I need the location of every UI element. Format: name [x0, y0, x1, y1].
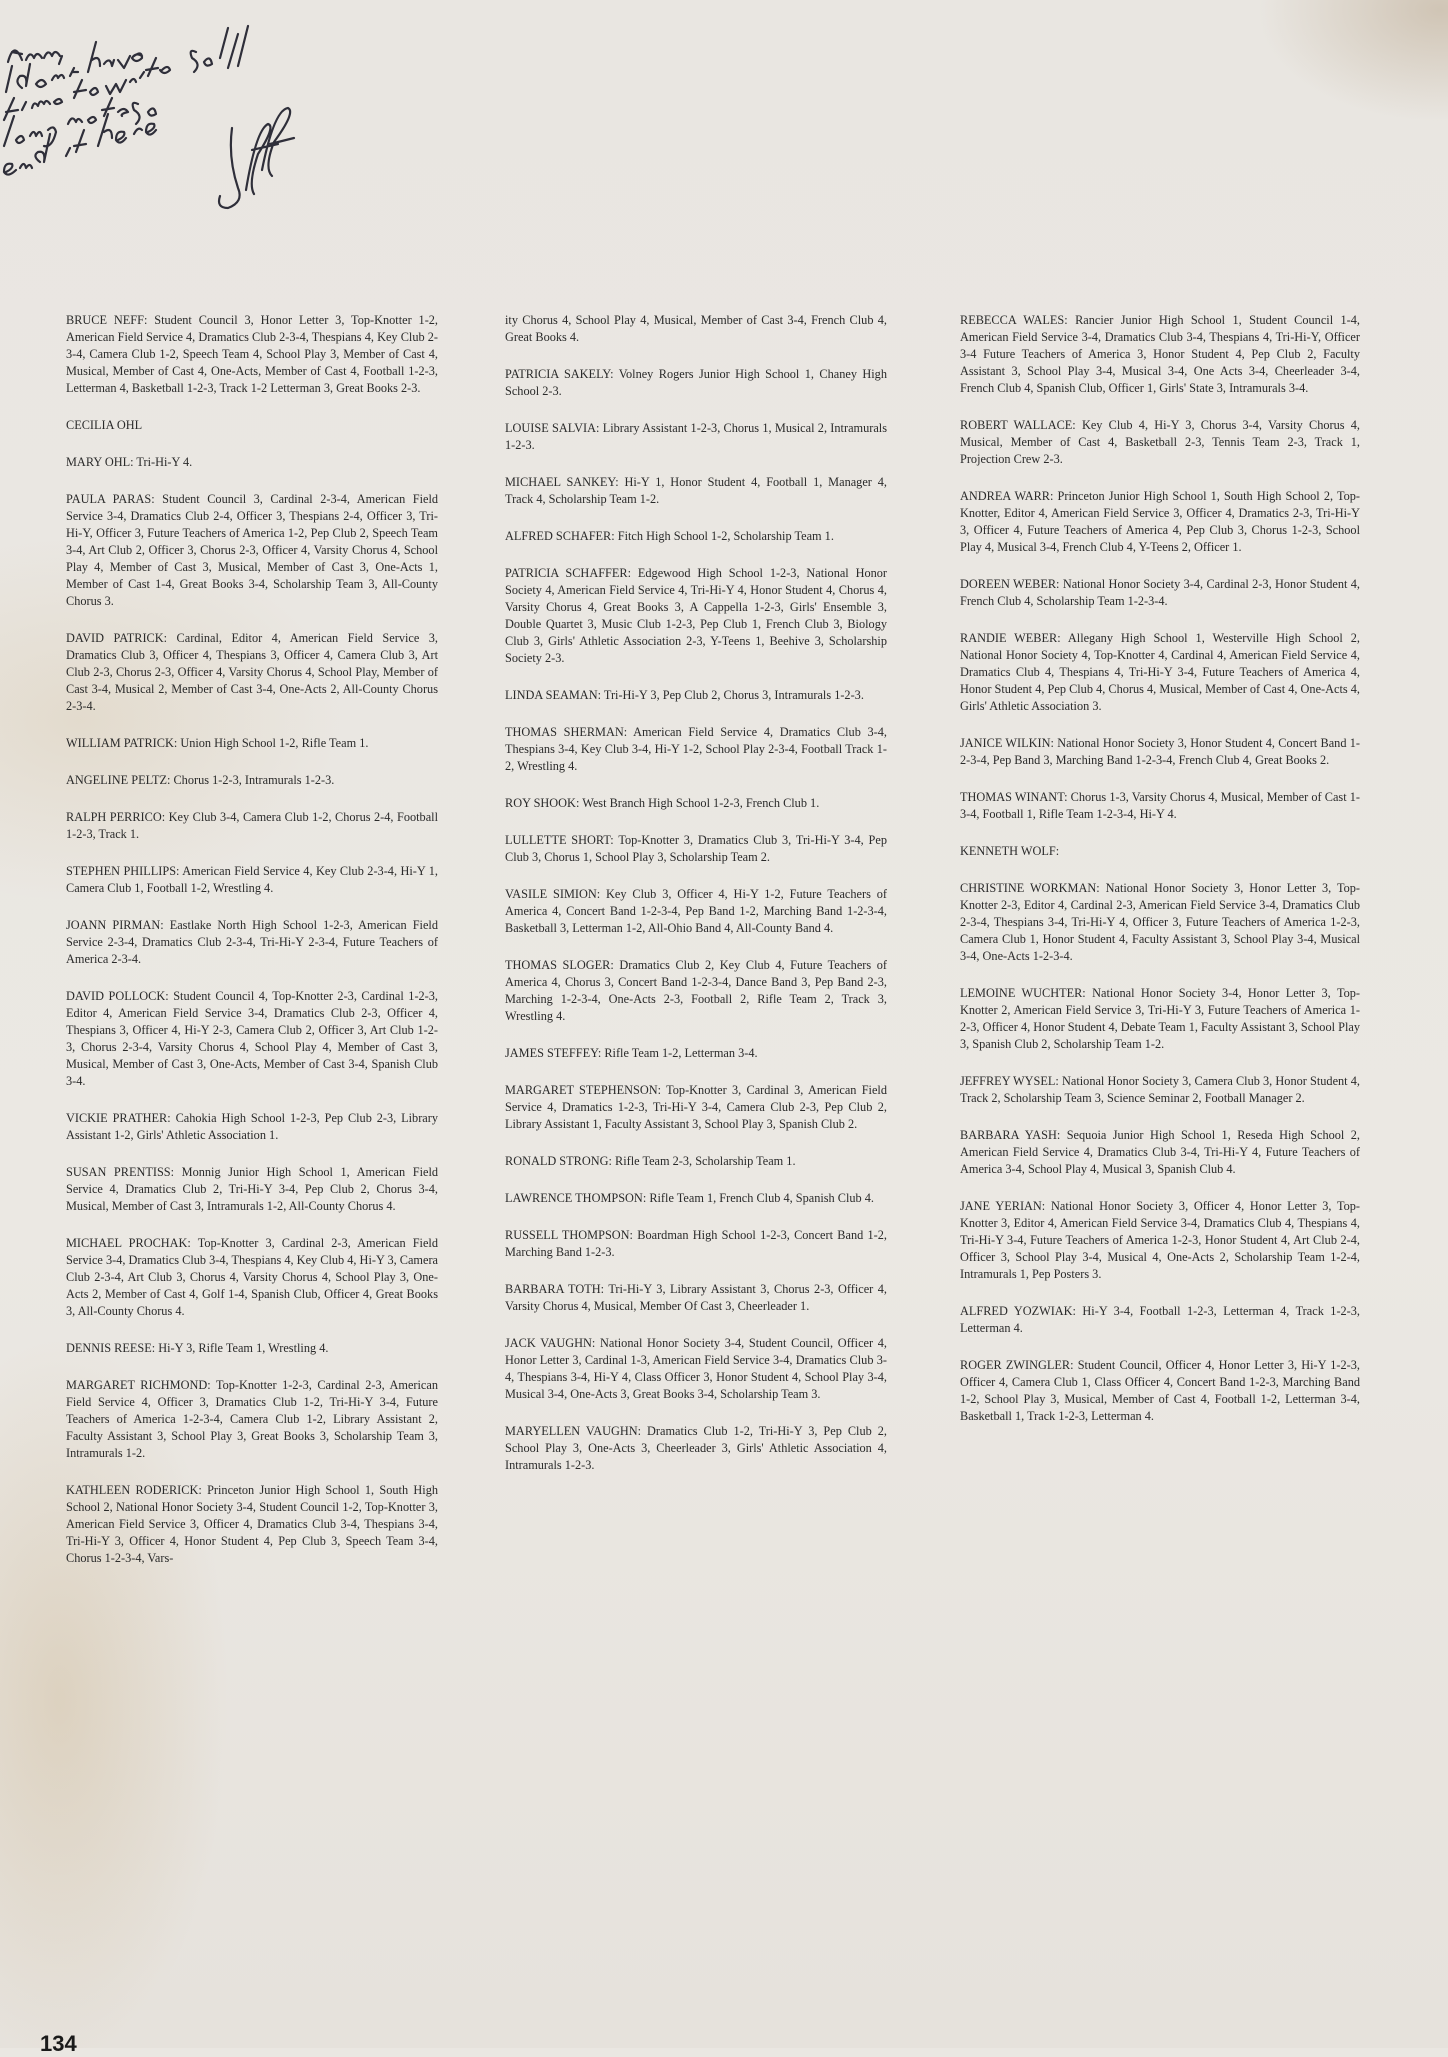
student-name: PAULA PARAS:	[66, 492, 155, 506]
entry-lawrence-thompson	[505, 1190, 887, 1207]
student-name: RUSSELL THOMPSON:	[505, 1228, 633, 1242]
entry-michael-sankey	[505, 474, 887, 508]
student-name: KENNETH WOLF:	[960, 844, 1060, 858]
student-activities: Rifle Team 1-2, Letterman 3-4.	[604, 1046, 758, 1060]
student-activities: Tri-Hi-Y 4.	[136, 455, 193, 469]
student-name: BARBARA YASH:	[960, 1128, 1061, 1142]
entry-christine-workman	[960, 880, 1360, 965]
student-name: MARGARET RICHMOND:	[66, 1378, 211, 1392]
entry-maryellen-vaughn	[505, 1423, 887, 1474]
entry-kathleen-roderick	[66, 1482, 438, 1567]
student-name: ALFRED SCHAFER:	[505, 529, 615, 543]
student-name: MARY OHL:	[66, 455, 134, 469]
entry-james-steffey	[505, 1045, 887, 1062]
entry-bruce-neff	[66, 312, 438, 397]
entry-paula-paras	[66, 491, 438, 610]
student-activities: Top-Knotter 3, Dramatics Club 3, Tri-Hi-Y 3-4, Pep Club 3, Chorus 1, School Play 3, Scholarship Team 2.	[505, 833, 887, 864]
student-activities: Allegany High School 1, Westerville High School 2, National Honor Society 4, Top-Knotter 4, Cardinal 4, American Field Service 4, Dramatics Club 4, Thespians 4, Tri-Hi-Y 3-4, Future Teachers of America 4, Honor Student 4, Pep Club 4, Chorus 4, Musical, Member of Cast 4, One-Acts 4, Girls' Athletic Association 3.	[960, 631, 1360, 713]
student-activities: American Field Service 4, Key Club 2-3-4, Hi-Y 1, Camera Club 1, Football 1-2, Wrestling 4.	[66, 864, 438, 895]
student-activities: National Honor Society 3, Camera Club 3, Honor Student 4, Track 2, Scholarship Team 3, Science Seminar 2, Football Manager 2.	[960, 1074, 1360, 1105]
entry-continued	[505, 312, 887, 346]
student-activities: Student Council 3, Cardinal 2-3-4, American Field Service 3-4, Dramatics Club 2-4, Officer 3, Thespians 2-4, Officer 3, Tri-Hi-Y, Officer 3, Future Teachers of America 1-2, Pep Club 2, Speech Team 3-4, Art Club 2, Officer 3, Chorus 2-3, Officer 4, Varsity Chorus 4, School Play 4, Member of Cast 3, Musical, Member of Cast 3, One-Acts 1, Member of Cast 1-4, Great Books 3-4, Scholarship Team 3, All-County Chorus 3.	[66, 492, 439, 608]
student-name: DOREEN WEBER:	[960, 577, 1060, 591]
student-activities: Hi-Y 1, Honor Student 4, Football 1, Manager 4, Track 4, Scholarship Team 1-2.	[505, 475, 887, 506]
student-activities: National Honor Society 3, Honor Letter 3, Top-Knotter 2-3, Editor 4, Cardinal 2-3, American Field Service 3-4, Dramatics Club 2-3-4, Thespians 3-4, Tri-Hi-Y 4, Officer 3, Future Teachers of America 1-2-3, Camera Club 1, Honor Student 4, Faculty Assistant 3, School Play 3-4, Musical 3-4, One-Acts 1-2-3-4.	[960, 881, 1361, 963]
student-name: SUSAN PRENTISS:	[66, 1165, 175, 1179]
entry-vickie-prather	[66, 1110, 438, 1144]
student-activities: Key Club 3, Officer 4, Hi-Y 1-2, Future Teachers of America 4, Concert Band 1-2-3-4, Pep Band 1-2, Marching Band 1-2-3-4, Basketball 3, Letterman 1-2, All-Ohio Band 4, All-County Band 4.	[505, 887, 887, 935]
entry-roy-shook	[505, 795, 887, 812]
student-activities: Tri-Hi-Y 3, Pep Club 2, Chorus 3, Intramurals 1-2-3.	[603, 688, 864, 702]
entry-robert-wallace	[960, 417, 1360, 468]
entry-roger-zwingler	[960, 1357, 1360, 1425]
student-activities: National Honor Society 3, Officer 4, Honor Letter 3, Top-Knotter 3, Editor 4, American Field Service 3-4, Dramatics Club 4, Thespians 4, Tri-Hi-Y 3-4, Future Teachers of America 1-2-3, Honor Student 4, Art Club 2-4, Officer 3, School Play 3-4, Musical 4, One-Acts 2, Scholarship Team 1-2-4, Intramurals 1, Pep Posters 3.	[960, 1199, 1361, 1281]
entry-patricia-schaffer	[505, 565, 887, 667]
student-name: WILLIAM PATRICK:	[66, 736, 178, 750]
student-name: DAVID PATRICK:	[66, 631, 168, 645]
student-name: JEFFREY WYSEL:	[960, 1074, 1059, 1088]
student-name: REBECCA WALES:	[960, 313, 1068, 327]
student-activities: Eastlake North High School 1-2-3, American Field Service 2-3-4, Dramatics Club 2-3-4, Tri-Hi-Y 2-3-4, Future Teachers of America 2-3-4.	[66, 918, 438, 966]
entry-ralph-perrico	[66, 809, 438, 843]
student-name: LULLETTE SHORT:	[505, 833, 614, 847]
student-name: THOMAS SLOGER:	[505, 958, 614, 972]
student-activities: Princeton Junior High School 1, South High School 2, National Honor Society 3-4, Student Council 1-2, Top-Knotter 3, American Field Service 3, Officer 4, Dramatics Club 3-4, Thespians 3-4, Tri-Hi-Y 3, Officer 4, Honor Student 4, Pep Club 3, Speech Team 3-4, Chorus 1-2-3-4, Vars-	[66, 1483, 438, 1565]
entry-vasile-simion	[505, 886, 887, 937]
student-activities: National Honor Society 3-4, Honor Letter 3, Top-Knotter 2, American Field Service 3, Tri-Hi-Y 3, Future Teachers of America 1-2-3, Officer 4, Honor Student 4, Debate Team 1, Faculty Assistant 3, School Play 3, Spanish Club 2, Scholarship Team 1-2.	[960, 986, 1360, 1051]
column-right	[960, 312, 1360, 1445]
student-name: ANDREA WARR:	[960, 489, 1054, 503]
entry-doreen-weber	[960, 576, 1360, 610]
entry-jack-vaughn	[505, 1335, 887, 1403]
student-activities: Student Council 4, Top-Knotter 2-3, Cardinal 1-2-3, Editor 4, American Field Service 3-4, Dramatics Club 2-3, Officer 4, Thespians 3, Officer 4, Hi-Y 2-3, Camera Club 2, Officer 3, Art Club 1-2-3, Chorus 2-3-4, Varsity Chorus 4, School Play 4, Member of Cast 3, Musical, Member of Cast 3, One-Acts, Member of Cast 3-4, Spanish Club 3-4.	[66, 989, 438, 1088]
student-name: LEMOINE WUCHTER:	[960, 986, 1086, 1000]
entry-jeffrey-wysel	[960, 1073, 1360, 1107]
student-activities: Dramatics Club 2, Key Club 4, Future Teachers of America 4, Chorus 3, Concert Band 1-2-3-4, Dance Band 3, Pep Band 2-3, Marching 1-2-3-4, One-Acts 2-3, Football 2, Rifle Team 2, Track 3, Wrestling 4.	[505, 958, 888, 1023]
student-name: DENNIS REESE:	[66, 1341, 156, 1355]
entry-angeline-peltz	[66, 772, 438, 789]
student-activities: West Branch High School 1-2-3, French Club 1.	[582, 796, 820, 810]
student-activities: Top-Knotter 3, Cardinal 2-3, American Field Service 3-4, Dramatics Club 3-4, Thespians 4, Key Club 4, Hi-Y 3, Camera Club 2-3-4, Art Club 3, Chorus 4, Varsity Chorus 4, School Play 3, One-Acts 2, Member of Cast 4, Golf 1-4, Spanish Club, Officer 4, Great Books 3, All-County Chorus 4.	[66, 1236, 438, 1318]
student-name: DAVID POLLOCK:	[66, 989, 169, 1003]
entry-russell-thompson	[505, 1227, 887, 1261]
entry-lullette-short	[505, 832, 887, 866]
column-middle	[505, 312, 887, 1494]
page-number: 134	[40, 2031, 77, 2056]
entry-thomas-sloger	[505, 957, 887, 1025]
student-activities: Top-Knotter 1-2-3, Cardinal 2-3, American Field Service 4, Officer 3, Dramatics Club 1-2, Tri-Hi-Y 3-4, Future Teachers of America 1-2-3-4, Camera Club 1-2, Library Assistant 2, Faculty Assistant 3, School Play 3, Great Books 3, Scholarship Team 3, Intramurals 1-2.	[66, 1378, 438, 1460]
student-activities: Rancier Junior High School 1, Student Council 1-4, American Field Service 3-4, Dramatics Club 3-4, Thespians 4, Tri-Hi-Y, Officer 3-4 Future Teachers of America 3, Honor Student 4, Pep Club 2, Faculty Assistant 3, School Play 3-4, Musical 3-4, One Acts 3-4, Cheerleader 3-4, French Club 4, Spanish Club, Officer 1, Girls' State 3, Intramurals 3-4.	[960, 313, 1360, 395]
student-name: PATRICIA SAKELY:	[505, 367, 614, 381]
student-name: MICHAEL SANKEY:	[505, 475, 619, 489]
student-activities: Dramatics Club 1-2, Tri-Hi-Y 3, Pep Club 2, School Play 3, One-Acts 3, Cheerleader 3, Girls' Athletic Association 4, Intramurals 1-2-3.	[505, 1424, 887, 1472]
student-name: RONALD STRONG:	[505, 1154, 612, 1168]
entry-stephen-phillips	[66, 863, 438, 897]
student-name: JAMES STEFFEY:	[505, 1046, 602, 1060]
student-name: LOUISE SALVIA:	[505, 421, 600, 435]
entry-barbara-yash	[960, 1127, 1360, 1178]
entry-alfred-yozwiak	[960, 1303, 1360, 1337]
entry-linda-seaman	[505, 687, 887, 704]
student-activities: Rifle Team 2-3, Scholarship Team 1.	[615, 1154, 796, 1168]
student-name: ROGER ZWINGLER:	[960, 1358, 1074, 1372]
student-name: LINDA SEAMAN:	[505, 688, 601, 702]
entry-william-patrick	[66, 735, 438, 752]
entry-barbara-toth	[505, 1281, 887, 1315]
student-activities: Student Council, Officer 4, Honor Letter 3, Hi-Y 1-2-3, Officer 4, Camera Club 1, Class Officer 4, Concert Band 1-2-3, Marching Band 1-2, School Play 3, Musical, Member of Cast 4, Football 1-2, Letterman 3-4, Basketball 1, Track 1-2-3, Letterman 4.	[960, 1358, 1360, 1423]
student-name: MICHAEL PROCHAK:	[66, 1236, 191, 1250]
entry-dennis-reese	[66, 1340, 438, 1357]
student-activities: ity Chorus 4, School Play 4, Musical, Member of Cast 3-4, French Club 4, Great Books 4.	[505, 313, 887, 344]
student-activities: National Honor Society 3, Honor Student 4, Concert Band 1-2-3-4, Pep Band 3, Marching Band 1-2-3-4, French Club 4, Great Books 2.	[960, 736, 1360, 767]
student-name: STEPHEN PHILLIPS:	[66, 864, 180, 878]
entry-randie-weber	[960, 630, 1360, 715]
entry-ronald-strong	[505, 1153, 887, 1170]
entry-patricia-sakely	[505, 366, 887, 400]
student-activities: Fitch High School 1-2, Scholarship Team 1.	[617, 529, 834, 543]
student-activities: Sequoia Junior High School 1, Reseda High School 2, American Field Service 4, Dramatics Club 3-4, Tri-Hi-Y 4, Future Teachers of America 3-4, School Play 4, Musical 3, Spanish Club 4.	[960, 1128, 1360, 1176]
entry-margaret-richmond	[66, 1377, 438, 1462]
student-name: ALFRED YOZWIAK:	[960, 1304, 1076, 1318]
entry-thomas-winant	[960, 789, 1360, 823]
student-activities: Princeton Junior High School 1, South High School 2, Top-Knotter, Editor 4, American Field Service 3, Officer 4, Dramatics 2-3, Tri-Hi-Y 3, Officer 4, Future Teachers of America 4, Pep Club 3, Chorus 1-2-3, School Play 4, Musical 3-4, French Club 4, Y-Teens 2, Officer 1.	[960, 489, 1360, 554]
entry-david-patrick	[66, 630, 438, 715]
entry-rebecca-wales	[960, 312, 1360, 397]
entry-cecilia-ohl	[66, 417, 438, 434]
student-activities: Key Club 4, Hi-Y 3, Chorus 3-4, Varsity Chorus 4, Musical, Member of Cast 4, Basketball 2-3, Tennis Team 2-3, Track 1, Projection Crew 2-3.	[960, 418, 1360, 466]
entry-alfred-schafer	[505, 528, 887, 545]
student-activities: Hi-Y 3-4, Football 1-2-3, Letterman 4, Track 1-2-3, Letterman 4.	[960, 1304, 1360, 1335]
student-activities: Chorus 1-2-3, Intramurals 1-2-3.	[173, 773, 335, 787]
student-activities: Student Council 3, Honor Letter 3, Top-Knotter 1-2, American Field Service 4, Dramatics Club 2-3-4, Thespians 4, Key Club 2-3-4, Camera Club 1-2, Speech Team 4, School Play 3, Member of Cast 4, Musical, Member of Cast 4, One-Acts, Member of Cast 4, Football 1-2-3, Letterman 4, Basketball 1-2-3, Track 1-2 Letterman 3, Great Books 2-3.	[66, 313, 439, 395]
entry-joann-pirman	[66, 917, 438, 968]
entry-kenneth-wolf	[960, 843, 1360, 860]
student-name: PATRICIA SCHAFFER:	[505, 566, 632, 580]
entry-louise-salvia	[505, 420, 887, 454]
student-activities: National Honor Society 3-4, Cardinal 2-3, Honor Student 4, French Club 4, Scholarship Team 1-2-3-4.	[960, 577, 1360, 608]
student-name: CHRISTINE WORKMAN:	[960, 881, 1100, 895]
student-activities: Boardman High School 1-2-3, Concert Band 1-2, Marching Band 1-2-3.	[505, 1228, 887, 1259]
student-activities: Key Club 3-4, Camera Club 1-2, Chorus 2-4, Football 1-2-3, Track 1.	[66, 810, 438, 841]
student-name: BARBARA TOTH:	[505, 1282, 605, 1296]
student-activities: Top-Knotter 3, Cardinal 3, American Field Service 4, Dramatics 1-2-3, Tri-Hi-Y 3-4, Camera Club 2-3, Pep Club 2, Library Assistant 1, Faculty Assistant 3, School Play 3, Spanish Club 2.	[505, 1083, 887, 1131]
entry-mary-ohl	[66, 454, 438, 471]
student-name: ROBERT WALLACE:	[960, 418, 1076, 432]
student-activities: Cardinal, Editor 4, American Field Service 3, Dramatics Club 3, Officer 4, Thespians 3, Officer 4, Camera Club 3, Art Club 2-3, Chorus 2-3, Officer 4, Varsity Chorus 4, School Play, Member of Cast 3-4, Musical 2, Member of Cast 3-4, One-Acts 2, All-County Chorus 2-3-4.	[66, 631, 439, 713]
student-activities: Monnig Junior High School 1, American Field Service 4, Dramatics Club 2, Tri-Hi-Y 3-4, Pep Club 2, Chorus 3-4, Musical, Member of Cast 3, Intramurals 1-2, All-County Chorus 4.	[66, 1165, 439, 1213]
entry-thomas-sherman	[505, 724, 887, 775]
student-name: JOANN PIRMAN:	[66, 918, 164, 932]
student-activities: Edgewood High School 1-2-3, National Honor Society 4, American Field Service 4, Tri-Hi-Y 4, Honor Student 4, Chorus 4, Varsity Chorus 4, Great Books 3, A Cappella 1-2-3, Girls' Ensemble 3, Double Quartet 3, Music Club 1-2-3, Pep Club 1, French Club 3, Biology Club 3, Girls' Athletic Association 2-3, Y-Teens 1, Beehive 3, Scholarship Society 2-3.	[505, 566, 888, 665]
student-name: JANICE WILKIN:	[960, 736, 1054, 750]
student-activities: Library Assistant 1-2-3, Chorus 1, Musical 2, Intramurals 1-2-3.	[505, 421, 887, 452]
handwritten-note-signature	[0, 0, 340, 250]
student-activities: Tri-Hi-Y 3, Library Assistant 3, Chorus 2-3, Officer 4, Varsity Chorus 4, Musical, Member Of Cast 3, Cheerleader 1.	[505, 1282, 887, 1313]
student-name: CECILIA OHL	[66, 418, 143, 432]
entry-margaret-stephenson	[505, 1082, 887, 1133]
student-activities: National Honor Society 3-4, Student Council, Officer 4, Honor Letter 3, Cardinal 1-3, American Field Service 3-4, Dramatics Club 3-4, Thespians 3-4, Hi-Y 4, Class Officer 3, Honor Student 4, School Play 3-4, Musical 3-4, One-Acts 3, Great Books 3-4, Scholarship Team 3.	[505, 1336, 887, 1401]
student-name: JACK VAUGHN:	[505, 1336, 596, 1350]
entry-michael-prochak	[66, 1235, 438, 1320]
column-left	[66, 312, 438, 1587]
student-name: THOMAS WINANT:	[960, 790, 1068, 804]
student-name: LAWRENCE THOMPSON:	[505, 1191, 647, 1205]
student-name: MARYELLEN VAUGHN:	[505, 1424, 642, 1438]
student-name: ROY SHOOK:	[505, 796, 580, 810]
student-name: KATHLEEN RODERICK:	[66, 1483, 202, 1497]
student-name: RALPH PERRICO:	[66, 810, 166, 824]
student-activities: Hi-Y 3, Rifle Team 1, Wrestling 4.	[158, 1341, 329, 1355]
entry-jane-yerian	[960, 1198, 1360, 1283]
student-name: THOMAS SHERMAN:	[505, 725, 628, 739]
student-name: MARGARET STEPHENSON:	[505, 1083, 662, 1097]
student-name: RANDIE WEBER:	[960, 631, 1061, 645]
student-activities: Union High School 1-2, Rifle Team 1.	[180, 736, 369, 750]
entry-susan-prentiss	[66, 1164, 438, 1215]
student-name: BRUCE NEFF:	[66, 313, 148, 327]
student-activities: Volney Rogers Junior High School 1, Chaney High School 2-3.	[505, 367, 887, 398]
student-activities: Chorus 1-3, Varsity Chorus 4, Musical, Member of Cast 1-3-4, Football 1, Rifle Team 1-2-3-4, Hi-Y 4.	[960, 790, 1361, 821]
student-name: VASILE SIMION:	[505, 887, 601, 901]
entry-david-pollock	[66, 988, 438, 1090]
entry-lemoine-wuchter	[960, 985, 1360, 1053]
student-name: VICKIE PRATHER:	[66, 1111, 171, 1125]
student-activities: Rifle Team 1, French Club 4, Spanish Club 4.	[649, 1191, 874, 1205]
student-name: ANGELINE PELTZ:	[66, 773, 171, 787]
entry-andrea-warr	[960, 488, 1360, 556]
entry-janice-wilkin	[960, 735, 1360, 769]
student-activities: American Field Service 4, Dramatics Club 3-4, Thespians 3-4, Key Club 3-4, Hi-Y 1-2, School Play 2-3-4, Football Track 1-2, Wrestling 4.	[505, 725, 887, 773]
student-name: JANE YERIAN:	[960, 1199, 1046, 1213]
student-activities: Cahokia High School 1-2-3, Pep Club 2-3, Library Assistant 1-2, Girls' Athletic Association 1.	[66, 1111, 438, 1142]
